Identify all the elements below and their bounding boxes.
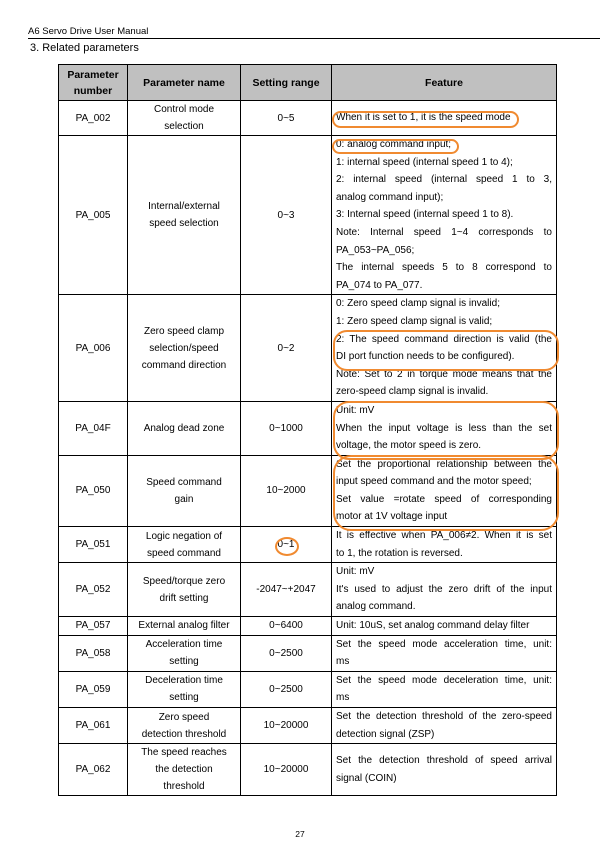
feature-line: Set the detection threshold of the zero-speed [336, 711, 552, 722]
parameter-name [128, 671, 241, 707]
feature [332, 617, 557, 636]
parameter-name [128, 101, 241, 136]
setting-range-value: 0~3 [277, 209, 295, 221]
parameter-name [128, 744, 241, 796]
setting-range [241, 101, 332, 136]
header-setting-range: Setting range [241, 65, 332, 101]
feature-line: to 1, the rotation is reversed. [336, 547, 463, 559]
feature-line: Unit: 10uS, set analog command delay filter [336, 620, 530, 632]
parameter-name-line: Acceleration time [145, 639, 223, 651]
setting-range [241, 617, 332, 636]
parameter-name-line: The speed reaches [141, 747, 227, 759]
parameter-name [128, 455, 241, 526]
parameter-name-line: Speed/torque zero [142, 575, 226, 587]
feature-line: Set the proportional relationship between the [336, 458, 552, 470]
feature [332, 295, 557, 402]
feature-line: It's used to adjust the zero drift of the input [336, 583, 552, 595]
parameter-name-line: Control mode [153, 104, 215, 115]
feature-line: Unit: mV [336, 566, 375, 578]
feature [332, 455, 557, 526]
setting-range-value: -2047~+2047 [256, 584, 316, 596]
parameter-name-line: speed command [147, 547, 221, 559]
parameter-name [128, 295, 241, 402]
parameter-name [128, 136, 241, 295]
table-row [59, 101, 557, 136]
parameter-number: PA_059 [59, 671, 128, 707]
feature-line: zero-speed clamp signal is invalid. [336, 386, 489, 398]
parameter-number: PA_057 [59, 617, 128, 636]
feature-line: analog command. [336, 601, 416, 613]
parameter-name-line: External analog filter [138, 620, 230, 632]
setting-range-value: 0~6400 [269, 620, 303, 632]
feature [332, 563, 557, 617]
setting-range-value: 0~2500 [269, 647, 303, 659]
parameter-name [128, 617, 241, 636]
table-row [59, 617, 557, 636]
feature-line: motor at 1V voltage input [336, 511, 448, 523]
setting-range [241, 744, 332, 796]
feature-line: 3: Internal speed (internal speed 1 to 8). [336, 209, 514, 221]
feature-line: 0: analog command input; [336, 139, 452, 150]
parameter-number: PA_062 [59, 744, 128, 796]
feature-line: Set value =rotate speed of corresponding [336, 493, 552, 505]
feature-line: ms [336, 692, 350, 704]
parameter-name-line: the detection [155, 764, 213, 776]
parameter-name-line: detection threshold [141, 728, 227, 740]
setting-range [241, 295, 332, 402]
feature-line: When it is set to 1, it is the speed mode [336, 112, 511, 124]
header-parameter-name: Parameter name [128, 65, 241, 101]
table-header-row [59, 65, 557, 101]
setting-range-value: 0~5 [277, 112, 295, 124]
header-line: number [73, 84, 113, 97]
parameter-name-line: Zero speed [158, 711, 210, 723]
setting-range-value: 0~1 [277, 539, 295, 551]
parameter-name-line: selection [164, 121, 204, 132]
parameter-name-line: setting [169, 692, 199, 704]
parameter-name-line: drift setting [159, 592, 209, 604]
header-parameter-number [59, 65, 128, 101]
setting-range [241, 563, 332, 617]
feature [332, 136, 557, 295]
parameter-name [128, 401, 241, 455]
feature-line: PA_053~PA_056; [336, 244, 415, 256]
header-line: Parameter [67, 68, 119, 81]
parameter-name-line: Logic negation of [145, 530, 223, 542]
setting-range [241, 708, 332, 744]
setting-range-value: 10~2000 [266, 485, 306, 497]
setting-range [241, 401, 332, 455]
parameter-number: PA_051 [59, 527, 128, 563]
parameter-number: PA_061 [59, 708, 128, 744]
table-row [59, 708, 557, 744]
table-row [59, 527, 557, 563]
setting-range-value: 0~1000 [269, 422, 303, 434]
feature-line: It is effective when PA_006≠2. When it is set [336, 530, 552, 542]
running-header: A6 Servo Drive User Manual [28, 26, 149, 37]
feature-line: 1: internal speed (internal speed 1 to 4); [336, 156, 513, 168]
table-row [59, 671, 557, 707]
parameter-number: PA_04F [59, 401, 128, 455]
feature [332, 401, 557, 455]
feature-line: Set the detection threshold of speed arrival [336, 755, 552, 767]
parameters-table [58, 64, 557, 796]
feature [332, 708, 557, 744]
parameter-number: PA_058 [59, 635, 128, 671]
header-rule [28, 38, 600, 39]
feature-line: detection signal (ZSP) [336, 728, 435, 740]
setting-range-value: 0~2500 [269, 683, 303, 695]
feature-line: 0: Zero speed clamp signal is invalid; [336, 298, 500, 310]
feature-line: The internal speeds 5 to 8 correspond to [336, 262, 552, 274]
setting-range-value: 10~20000 [263, 764, 309, 776]
parameter-name-line: setting [169, 656, 199, 668]
feature-line: voltage, the motor speed is zero. [336, 440, 482, 452]
parameter-number: PA_005 [59, 136, 128, 295]
feature-line: ms [336, 656, 350, 668]
feature [332, 635, 557, 671]
parameter-name-line: command direction [141, 359, 227, 371]
feature [332, 671, 557, 707]
parameter-name-line: Internal/external [148, 201, 220, 213]
parameter-name-line: speed selection [149, 218, 219, 230]
feature-line: Note: Internal speed 1~4 corresponds to [336, 226, 552, 238]
table-body [59, 101, 557, 796]
setting-range [241, 635, 332, 671]
parameter-name-line: Analog dead zone [143, 422, 225, 434]
feature-line: PA_074 to PA_077. [336, 279, 423, 291]
parameter-name-line: selection/speed [149, 342, 219, 354]
setting-range [241, 455, 332, 526]
feature-line: When the input voltage is less than the set [336, 422, 552, 434]
feature-line: Set the speed mode acceleration time, unit: [336, 638, 552, 650]
feature-line: analog command input); [336, 191, 444, 203]
parameter-name [128, 527, 241, 563]
feature [332, 744, 557, 796]
parameter-name-line: Zero speed clamp [143, 325, 225, 337]
feature-line: input speed command and the motor speed; [336, 476, 532, 488]
parameter-name [128, 708, 241, 744]
setting-range [241, 136, 332, 295]
table-row [59, 295, 557, 402]
table-row [59, 455, 557, 526]
table-row [59, 401, 557, 455]
feature-line: 2: The speed command direction is valid (the [336, 333, 552, 345]
feature-line: 2: internal speed (internal speed 1 to 3, [336, 174, 552, 186]
parameter-number: PA_006 [59, 295, 128, 402]
feature-line: Note: Set to 2 in torque mode means that the [336, 368, 552, 380]
setting-range-value: 0~2 [277, 342, 295, 354]
feature [332, 101, 557, 136]
parameter-name [128, 635, 241, 671]
parameter-name-line: Speed command [146, 476, 222, 488]
parameter-name-line: gain [174, 493, 194, 505]
table-row [59, 744, 557, 796]
setting-range [241, 671, 332, 707]
table-row [59, 563, 557, 617]
feature-line: signal (COIN) [336, 772, 397, 784]
feature-line: DI port function needs to be configured). [336, 351, 515, 363]
header-feature: Feature [332, 65, 557, 101]
parameter-name-line: threshold [163, 781, 205, 793]
parameter-name-line: Deceleration time [145, 675, 223, 687]
setting-range-value: 10~20000 [263, 720, 309, 732]
feature-line: 1: Zero speed clamp signal is valid; [336, 315, 493, 327]
feature [332, 527, 557, 563]
parameter-number: PA_052 [59, 563, 128, 617]
table-row [59, 136, 557, 295]
parameter-name [128, 563, 241, 617]
setting-range [241, 527, 332, 563]
page-number: 27 [295, 829, 305, 839]
feature-line: Set the speed mode deceleration time, unit: [336, 674, 552, 686]
feature-line: Unit: mV [336, 404, 375, 416]
parameter-number: PA_002 [59, 101, 128, 136]
table-row [59, 635, 557, 671]
parameter-number: PA_050 [59, 455, 128, 526]
section-title: 3. Related parameters [30, 42, 139, 54]
